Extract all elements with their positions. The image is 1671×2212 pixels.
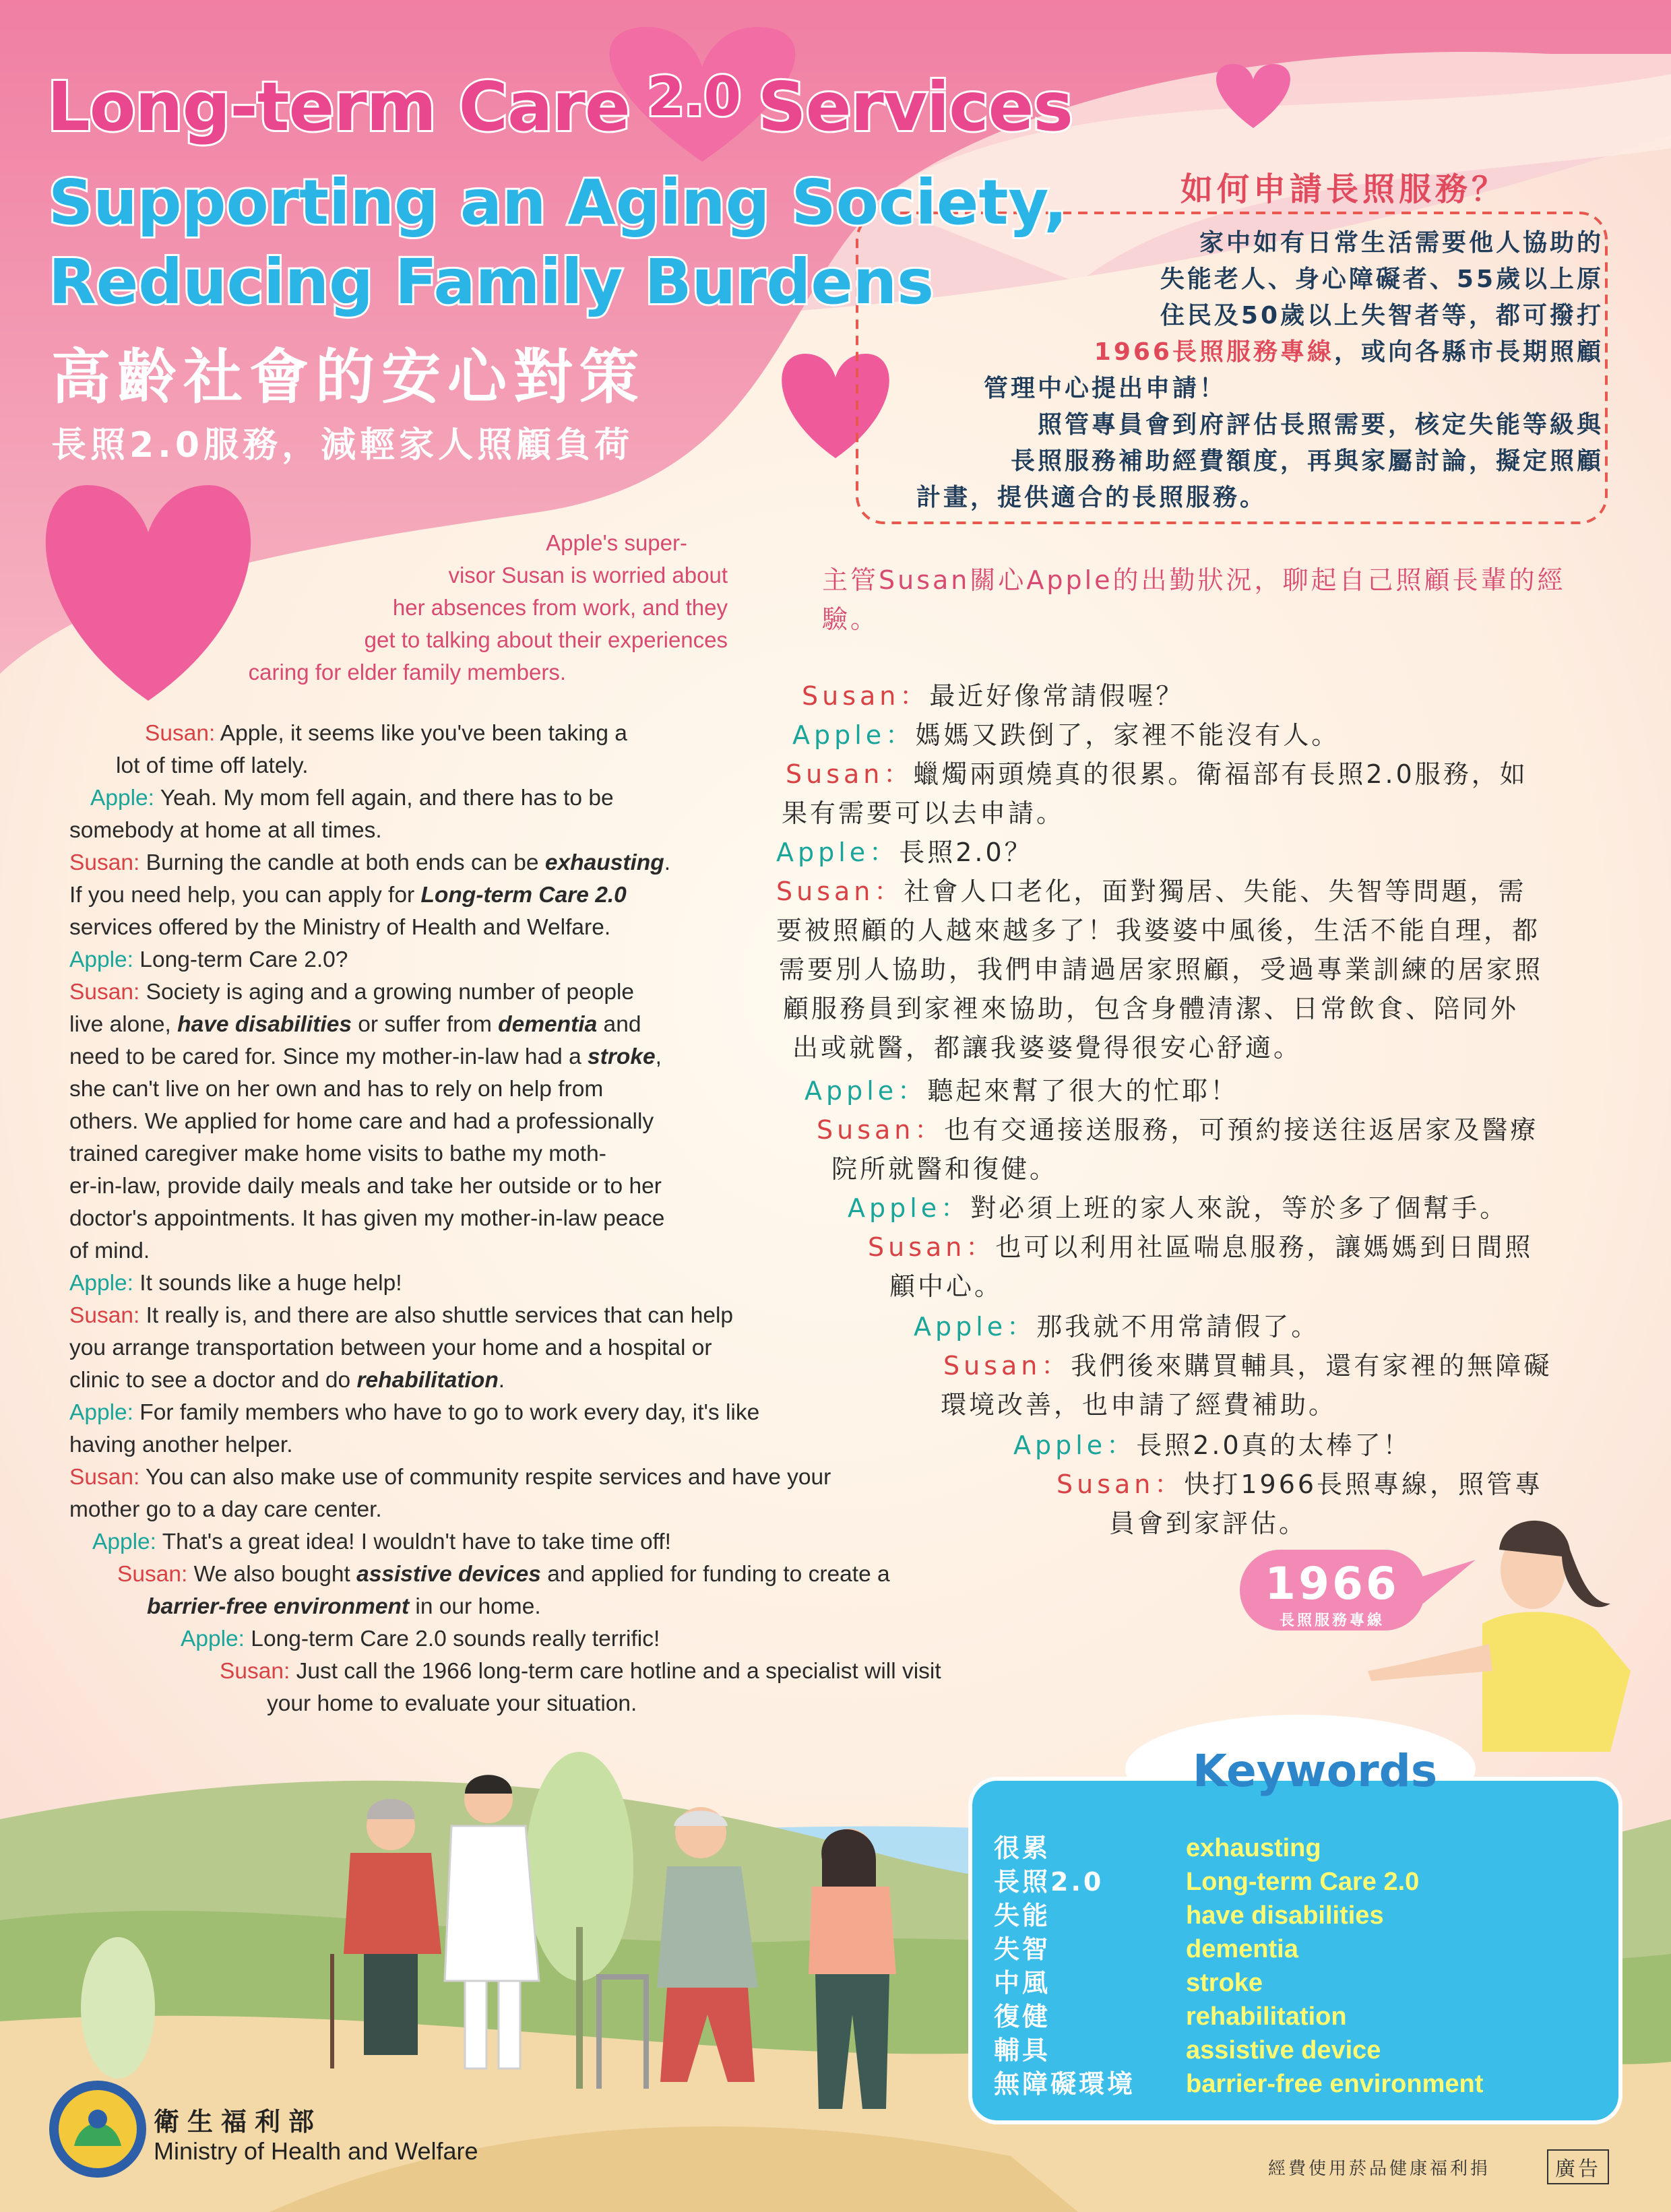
- apply-line: 失能老人、身心障礙者、55歲以上原: [1160, 265, 1604, 293]
- dialogue-line: er-in-law, provide daily meals and take her outside or to her: [69, 1174, 662, 1199]
- speaker-susan: Susan:: [145, 721, 216, 746]
- keyword-zh: 長照2.0: [994, 1867, 1104, 1897]
- ministry-logo: [49, 2081, 146, 2178]
- dialogue-line: 蠟燭兩頭燒真的很累。衛福部有長照2.0服務，如: [913, 759, 1528, 789]
- dialogue-line: your home to evaluate your situation.: [267, 1691, 637, 1716]
- intro-line: Apple's super-: [546, 530, 687, 555]
- speaker-susan: Susan:: [220, 1659, 290, 1684]
- dialogue-line: and: [597, 1012, 641, 1037]
- speaker-susan: Susan:: [69, 1303, 140, 1328]
- speaker-susan: Susan：: [817, 1115, 945, 1145]
- title-part-a: Long-term Care: [47, 67, 630, 146]
- dialogue-line: That's a great idea! I wouldn't have to take time off!: [156, 1529, 671, 1554]
- speaker-apple: Apple：: [848, 1193, 971, 1223]
- funding-note: 經費使用菸品健康福利捐: [1268, 2158, 1491, 2178]
- dialogue-line: 也有交通接送服務，可預約接送往返居家及醫療: [944, 1115, 1539, 1145]
- dialogue-line: lot of time off lately.: [116, 753, 309, 778]
- dialogue-line: We also bought: [187, 1562, 357, 1587]
- dialogue-line: 需要別人協助，我們申請過居家照顧，受過專業訓練的居家照: [779, 955, 1544, 984]
- speaker-susan: Susan:: [117, 1562, 188, 1587]
- keyword-highlight: exhausting: [544, 850, 664, 875]
- dialogue-line: 長照2.0真的太棒了！: [1136, 1430, 1412, 1460]
- dialogue-line: Society is aging and a growing number of people: [139, 980, 635, 1005]
- dialogue-line: 顧中心。: [889, 1271, 1003, 1301]
- apply-line: 住民及50歲以上失智者等，都可撥打: [1160, 302, 1604, 329]
- keyword-zh: 無障礙環境: [994, 2069, 1136, 2099]
- dialogue-line: 社會人口老化，面對獨居、失能、失智等問題，需: [904, 877, 1527, 906]
- intro-zh: 主管Susan關心Apple的出勤狀況，聊起自己照顧長輩的經驗。: [822, 565, 1566, 634]
- dialogue-line: 顧服務員到家裡來協助，包含身體清潔、日常飲食、陪同外: [783, 994, 1519, 1023]
- ministry-name-zh: 衛生福利部: [154, 2107, 323, 2137]
- dialogue-line: It really is, and there are also shuttle services that can help: [139, 1303, 734, 1328]
- dialogue-line: somebody at home at all times.: [69, 818, 382, 843]
- dialogue-line: 環境改善，也申請了經費補助。: [941, 1390, 1337, 1420]
- dialogue-line: 要被照顧的人越來越多了！我婆婆中風後，生活不能自理，都: [776, 916, 1541, 945]
- keyword-highlight: assistive devices: [356, 1562, 541, 1587]
- speaker-apple: Apple：: [1013, 1430, 1137, 1460]
- apply-line: 照管專員會到府評估長照需要，核定失能等級與: [1037, 411, 1604, 439]
- intro-en: [202, 527, 728, 689]
- speaker-apple: Apple：: [914, 1312, 1037, 1341]
- speaker-susan: Susan:: [69, 980, 140, 1005]
- dialogue-line: 員會到家評估。: [1109, 1509, 1308, 1538]
- dialogue-line: doctor's appointments. It has given my mother-in-law peace: [69, 1206, 665, 1231]
- keyword-highlight: stroke: [588, 1044, 656, 1069]
- title-line-1: [47, 67, 1073, 146]
- hotline-label: 長照服務專線: [1279, 1612, 1385, 1629]
- dialogue-line: ,: [655, 1044, 662, 1069]
- apply-line: 計畫，提供適合的長照服務。: [916, 484, 1267, 511]
- dialogue-line: live alone,: [69, 1012, 178, 1037]
- dialogue-line: 聽起來幫了很大的忙耶！: [927, 1076, 1239, 1106]
- dialogue-line: Yeah. My mom fell again, and there has to be: [154, 786, 614, 811]
- keyword-en: Long-term Care 2.0: [1186, 1868, 1420, 1896]
- keyword-highlight: have disabilities: [177, 1012, 352, 1037]
- dialogue-line: in our home.: [409, 1594, 541, 1619]
- speaker-apple: Apple:: [92, 1529, 156, 1554]
- dialogue-line: and applied for funding to create a: [540, 1562, 890, 1587]
- dialogue-line: she can't live on her own and has to rely on help from: [69, 1077, 604, 1102]
- speaker-susan: Susan：: [776, 877, 904, 906]
- subtitle-line-2: Reducing Family Burdens: [49, 246, 935, 318]
- dialogue-line: having another helper.: [69, 1432, 293, 1457]
- keyword-highlight: dementia: [498, 1012, 598, 1037]
- speaker-susan: Susan：: [786, 759, 914, 789]
- title-version: 2.0: [647, 65, 741, 128]
- apply-line: 長照服務補助經費額度，再與家屬討論，擬定照顧: [1010, 447, 1604, 475]
- dialogue-line: It sounds like a huge help!: [133, 1271, 402, 1296]
- hotline-number: 1966: [1265, 1558, 1399, 1610]
- speaker-susan: Susan：: [1057, 1470, 1185, 1499]
- dialogue-line: mother go to a day care center.: [69, 1497, 382, 1522]
- keyword-zh: 中風: [994, 1968, 1051, 1998]
- keyword-en: barrier-free environment: [1186, 2070, 1484, 2098]
- dialogue-line: .: [664, 850, 671, 875]
- keyword-en: assistive device: [1186, 2036, 1381, 2064]
- dialogue-line: 果有需要可以去申請。: [782, 798, 1065, 828]
- zh-title: 高齡社會的安心對策: [51, 342, 646, 412]
- keyword-en: rehabilitation: [1186, 2002, 1347, 2031]
- dialogue-line: 那我就不用常請假了。: [1036, 1312, 1320, 1341]
- dialogue-line: 也可以利用社區喘息服務，讓媽媽到日間照: [995, 1232, 1534, 1262]
- title-part-b: Services: [757, 67, 1073, 146]
- dialogue-line: 快打1966長照專線，照管專: [1184, 1470, 1544, 1499]
- dialogue-line: 長照2.0？: [899, 838, 1033, 867]
- keyword-zh: 輔具: [994, 2035, 1051, 2065]
- dialogue-line: 對必須上班的家人來說，等於多了個幫手。: [970, 1193, 1509, 1223]
- dialogue-line: 媽媽又跌倒了，家裡不能沒有人。: [915, 720, 1340, 750]
- dialogue-line: If you need help, you can apply for: [69, 883, 421, 908]
- apply-text: [876, 225, 1604, 516]
- keyword-zh: 失能: [994, 1901, 1051, 1930]
- hotline-text: 1966長照服務專線: [1094, 338, 1334, 366]
- keyword-en: exhausting: [1186, 1834, 1321, 1862]
- dialogue-line: Burning the candle at both ends can be: [139, 850, 545, 875]
- keyword-zh: 復健: [994, 2002, 1051, 2031]
- dialogue-line: .: [498, 1368, 505, 1393]
- keyword-zh: 很累: [994, 1833, 1051, 1863]
- speaker-susan: Susan:: [69, 1465, 140, 1490]
- keyword-en: dementia: [1186, 1935, 1298, 1963]
- apply-line: ，或向各縣市長期照顧: [1333, 338, 1604, 366]
- speaker-susan: Susan：: [802, 681, 930, 711]
- dialogue-line: 我們後來購買輔具，還有家裡的無障礙: [1071, 1351, 1552, 1381]
- speaker-apple: Apple:: [69, 947, 133, 972]
- keyword-zh: 失智: [994, 1934, 1051, 1964]
- ministry-name-en: Ministry of Health and Welfare: [154, 2137, 478, 2165]
- keyword-en: stroke: [1186, 1969, 1263, 1997]
- apply-line: 家中如有日常生活需要他人協助的: [1199, 229, 1604, 257]
- dialogue-line: You can also make use of community respite services and have your: [139, 1465, 831, 1490]
- keyword-highlight: barrier-free environment: [147, 1594, 410, 1619]
- dialogue-line: others. We applied for home care and had a professionally: [69, 1109, 654, 1134]
- dialogue-line: clinic to see a doctor and do: [69, 1368, 357, 1393]
- subtitle-line-1: Supporting an Aging Society,: [49, 166, 1068, 239]
- dialogue-line: Apple, it seems like you've been taking a: [215, 721, 627, 746]
- intro-line: visor Susan is worried about: [448, 563, 728, 588]
- speaker-apple: Apple：: [776, 838, 900, 867]
- dialogue-line: 院所就醫和復健。: [831, 1154, 1059, 1184]
- speaker-apple: Apple：: [792, 720, 916, 750]
- dialogue-line: Just call the 1966 long-term care hotline and a specialist will visit: [290, 1659, 941, 1684]
- apply-line: 管理中心提出申請！: [984, 375, 1227, 402]
- dialogue-line: For family members who have to go to work every day, it's like: [133, 1400, 760, 1425]
- speaker-apple: Apple:: [90, 786, 154, 811]
- speaker-apple: Apple:: [69, 1400, 133, 1425]
- keywords-title: Keywords: [1193, 1745, 1438, 1797]
- speaker-apple: Apple:: [69, 1271, 133, 1296]
- dialogue-line: Long-term Care 2.0?: [133, 947, 348, 972]
- intro-line: get to talking about their experiences: [364, 627, 728, 652]
- dialogue-line: services offered by the Ministry of Health and Welfare.: [69, 915, 611, 940]
- speaker-apple: Apple:: [181, 1626, 245, 1651]
- keyword-highlight: Long-term Care 2.0: [420, 883, 627, 908]
- dialogue-line: 最近好像常請假喔？: [929, 681, 1185, 711]
- intro-line: her absences from work, and they: [392, 595, 728, 620]
- intro-line: caring for elder family members.: [248, 660, 566, 685]
- dialogue-line: trained caregiver make home visits to bathe my moth-: [69, 1141, 606, 1166]
- dialogue-line: you arrange transportation between your home and a hospital or: [69, 1335, 712, 1360]
- speaker-apple: Apple：: [805, 1076, 928, 1106]
- dialogue-line: of mind.: [69, 1238, 150, 1263]
- zh-subtitle: 長照2.0服務，減輕家人照顧負荷: [51, 425, 634, 466]
- speaker-susan: Susan：: [868, 1232, 996, 1262]
- ad-label: 廣告: [1547, 2149, 1609, 2184]
- keyword-highlight: rehabilitation: [356, 1368, 499, 1393]
- dialogue-line: need to be cared for. Since my mother-in-law had a: [69, 1044, 588, 1069]
- speaker-susan: Susan:: [69, 850, 140, 875]
- dialogue-line: Long-term Care 2.0 sounds really terrific!: [245, 1626, 660, 1651]
- apply-heading: 如何申請長照服務？: [1180, 170, 1509, 208]
- dialogue-line: or suffer from: [351, 1012, 499, 1037]
- speaker-susan: Susan：: [943, 1351, 1071, 1381]
- dialogue-line: 出或就醫，都讓我婆婆覺得很安心舒適。: [792, 1033, 1302, 1063]
- keyword-en: have disabilities: [1186, 1901, 1384, 1930]
